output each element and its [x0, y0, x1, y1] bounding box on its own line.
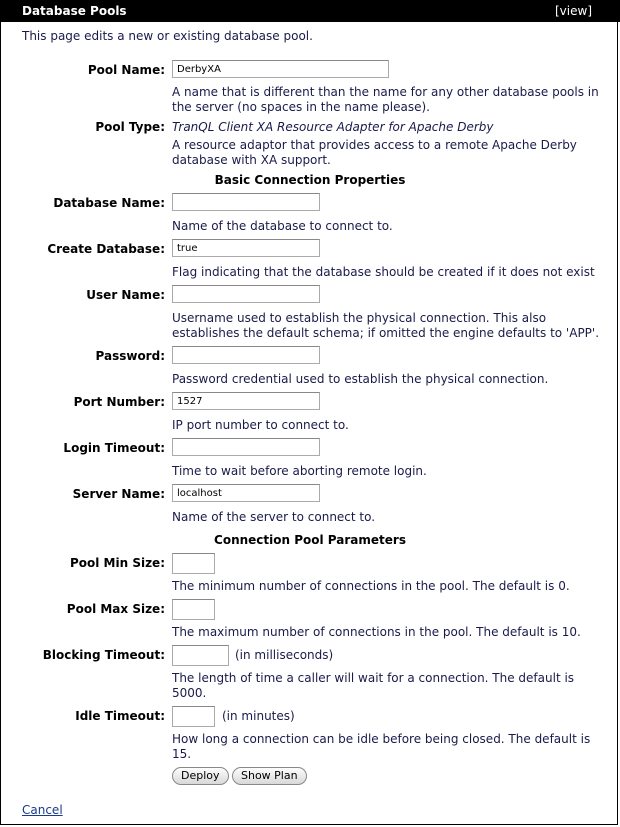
- pool-max-size-label: Pool Max Size:: [66, 602, 165, 616]
- create-database-input[interactable]: [172, 239, 320, 257]
- idle-timeout-label: Idle Timeout:: [75, 709, 165, 723]
- intro-text: This page edits a new or existing database pool.: [22, 29, 313, 43]
- password-label: Password:: [95, 349, 165, 363]
- blocking-timeout-label: Blocking Timeout:: [42, 648, 165, 662]
- portlet-header: [0, 0, 620, 22]
- section-connection-pool: Connection Pool Parameters: [214, 533, 406, 547]
- port-number-label: Port Number:: [73, 395, 165, 409]
- idle-timeout-description: How long a connection can be idle before being closed. The default is 15.: [172, 732, 591, 761]
- login-timeout-label: Login Timeout:: [63, 441, 165, 455]
- pool-max-size-input[interactable]: [172, 599, 215, 620]
- deploy-button[interactable]: Deploy: [172, 767, 229, 785]
- database-name-input[interactable]: [172, 193, 320, 211]
- create-database-label: Create Database:: [47, 242, 165, 256]
- pool-max-size-description: The maximum number of connections in the pool. The default is 10.: [172, 625, 581, 639]
- login-timeout-description: Time to wait before aborting remote login.: [172, 464, 427, 478]
- create-database-description: Flag indicating that the database should be created if it does not exist: [172, 265, 595, 279]
- port-number-description: IP port number to connect to.: [172, 418, 349, 432]
- port-number-input[interactable]: [172, 392, 320, 410]
- user-name-label: User Name:: [86, 288, 165, 302]
- cancel-link[interactable]: Cancel: [22, 803, 63, 817]
- section-basic-connection: Basic Connection Properties: [214, 173, 406, 187]
- pool-min-size-label: Pool Min Size:: [69, 556, 165, 570]
- pool-type-label: Pool Type:: [95, 120, 165, 134]
- user-name-input[interactable]: [172, 285, 320, 303]
- database-name-description: Name of the database to connect to.: [172, 219, 393, 233]
- portlet-title: Database Pools: [22, 4, 127, 18]
- server-name-label: Server Name:: [72, 487, 165, 501]
- password-description: Password credential used to establish the physical connection.: [172, 372, 549, 386]
- idle-timeout-input[interactable]: [172, 706, 215, 727]
- pool-type-description: A resource adaptor that provides access to a remote Apache Derby database with XA support.: [172, 138, 577, 167]
- pool-name-input[interactable]: [172, 60, 389, 78]
- blocking-timeout-description: The length of time a caller will wait for a connection. The default is 5000.: [172, 671, 575, 700]
- user-name-description: Username used to establish the physical connection. This also establishes the default schema; if omitted the engine defaults to 'APP'.: [172, 311, 600, 340]
- pool-name-label: Pool Name:: [87, 63, 165, 77]
- pool-min-size-input[interactable]: [172, 553, 215, 574]
- view-link[interactable]: [view]: [555, 4, 592, 18]
- server-name-input[interactable]: [172, 484, 320, 502]
- blocking-timeout-unit: (in milliseconds): [235, 648, 334, 662]
- idle-timeout-unit: (in minutes): [222, 709, 295, 723]
- database-name-label: Database Name:: [53, 196, 165, 210]
- pool-min-size-description: The minimum number of connections in the pool. The default is 0.: [172, 579, 570, 593]
- server-name-description: Name of the server to connect to.: [172, 510, 376, 524]
- pool-name-description: A name that is different than the name for any other database pools in the server (no spaces in the name please).: [172, 85, 599, 114]
- show-plan-button[interactable]: Show Plan: [232, 767, 307, 785]
- blocking-timeout-input[interactable]: [172, 645, 229, 666]
- pool-type-value: TranQL Client XA Resource Adapter for Apache Derby: [172, 120, 494, 134]
- password-input[interactable]: [172, 346, 320, 364]
- login-timeout-input[interactable]: [172, 438, 320, 456]
